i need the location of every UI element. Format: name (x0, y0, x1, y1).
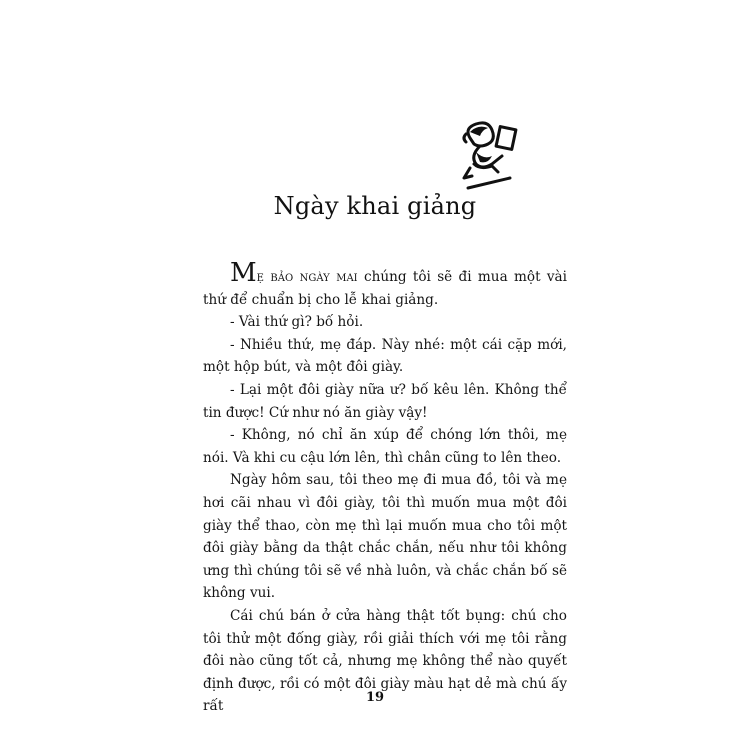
chapter-body (203, 258, 567, 718)
boy-running-illustration-icon (440, 116, 530, 196)
drop-cap: M (230, 258, 257, 288)
paragraph: - Vài thứ gì? bố hỏi. (230, 314, 364, 331)
paragraph: Ngày hôm sau, tôi theo mẹ đi mua đồ, tôi và mẹ hơi cãi nhau vì đôi giày, tôi thì muốn mua một đôi giày thể thao, còn mẹ thì lại muốn mua cho tôi một đôi giày bằng da thật chắc chắn, nếu như tôi không ưng thì chúng tôi sẽ về nhà luôn, và chắc chắn bố sẽ không vui. (203, 472, 567, 602)
paragraph: - Không, nó chỉ ăn xúp để chóng lớn thôi, mẹ nói. Và khi cu cậu lớn lên, thì chân cũng to lên theo. (203, 427, 567, 466)
paragraph: Cái chú bán ở cửa hàng thật tốt bụng: chú cho tôi thử một đống giày, rồi giải thích với mẹ tôi rằng đôi nào cũng tốt cả, nhưng mẹ không thể nào quyết định được, rồi có một đôi giày màu hạt dẻ mà chú ấy rất (203, 607, 567, 715)
paragraph: - Lại một đôi giày nữa ư? bố kêu lên. Không thể tin được! Cứ như nó ăn giày vậy! (203, 381, 567, 421)
paragraph: - Nhiều thứ, mẹ đáp. Này nhé: một cái cặp mới, một hộp bút, và một đôi giày. (203, 336, 567, 376)
small-caps-lead: ẹ bảo ngày mai (256, 269, 358, 285)
paragraph: Mẹ bảo ngày mai chúng tôi sẽ đi mua một vài thứ để chuẩn bị cho lễ khai giảng. (203, 258, 567, 308)
page-number: 19 (365, 690, 385, 705)
chapter-title: Ngày khai giảng (273, 192, 477, 220)
